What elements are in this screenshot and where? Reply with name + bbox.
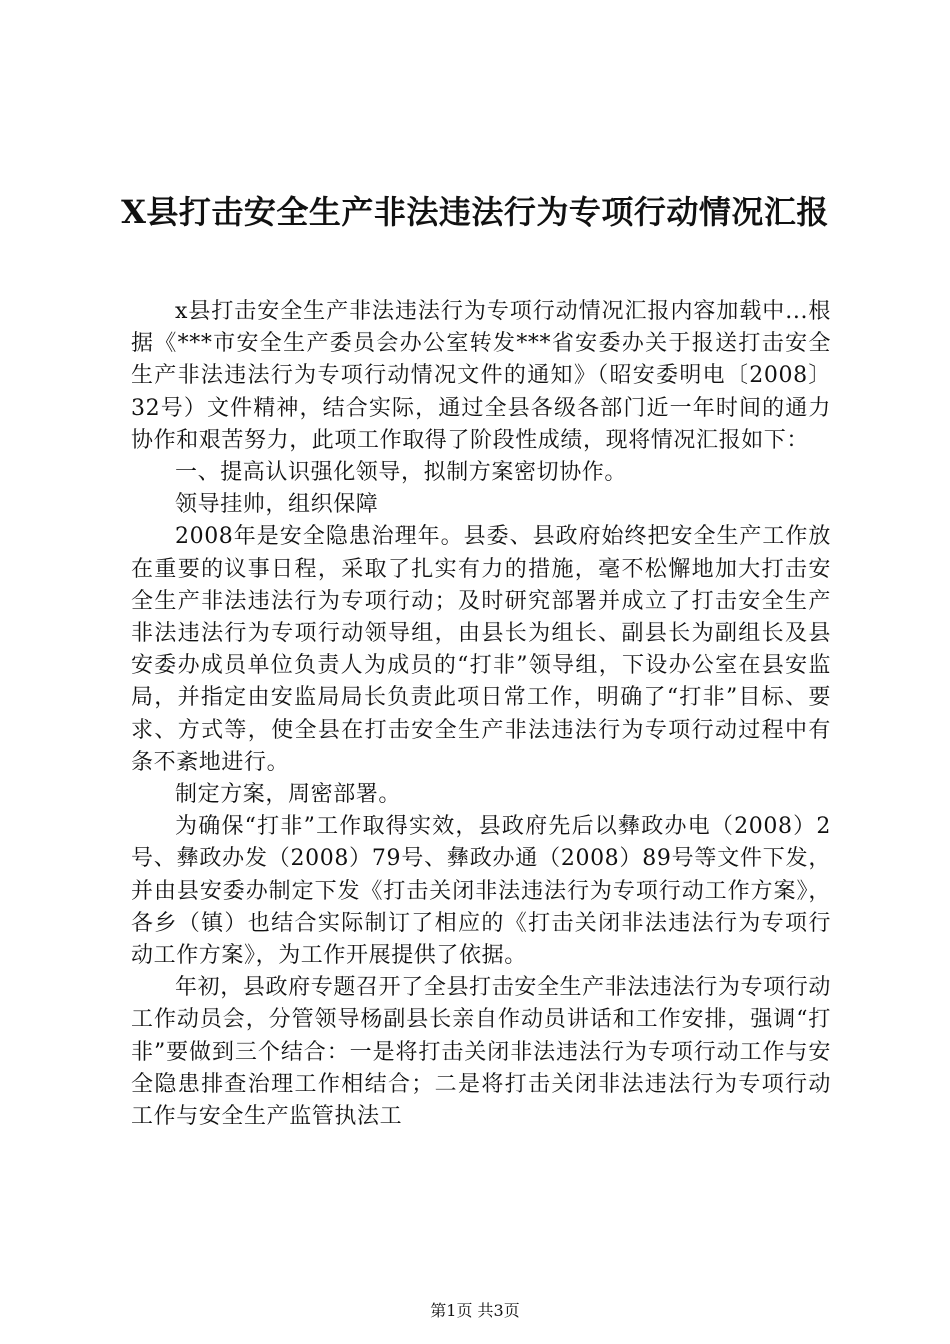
document-title: X县打击安全生产非法违法行为专项行动情况汇报: [121, 193, 829, 231]
paragraph-subheading-plan: 制定方案，周密部署。: [175, 782, 402, 808]
page-number-footer: 第1页 共3页: [430, 1301, 520, 1320]
paragraph-intro: x县打击安全生产非法违法行为专项行动情况汇报内容加载中...根据《***市安全生产委员会办公室转发***省安委办关于报送打击安全生产非法违法行为专项行动情况文件的通知》（昭安委明电〔2008〕32号）文件精神，结合实际，通过全县各级各部门近一年时间的通力协作和艰苦努力，此项工作取得了阶段性成绩，现将情况汇报如下：: [131, 299, 831, 453]
paragraph-plan: 为确保“打非”工作取得实效，县政府先后以彝政办电（2008）2号、彝政办发（2008）79号、彝政办通（2008）89号等文件下发，并由县安委办制定下发《打击关闭非法违法行为专项行动工作方案》，各乡（镇）也结合实际制订了相应的《打击关闭非法违法行为专项行动工作方案》，为工作开展提供了依据。: [131, 814, 831, 969]
paragraph-leadership: 2008年是安全隐患治理年。县委、县政府始终把安全生产工作放在重要的议事日程，采取了扎实有力的措施，毫不松懈地加大打击安全生产非法违法行为专项行动；及时研究部署并成立了打击安全生产非法违法行为专项行动领导组，由县长为组长、副县长为副组长及县安委办成员单位负责人为成员的“打非”领导组，下设办公室在县安监局，并指定由安监局局长负责此项日常工作，明确了“打非”目标、要求、方式等，使全县在打击安全生产非法违法行为专项行动过程中有条不紊地进行。: [131, 524, 831, 775]
paragraph-section-heading: 一、提高认识强化领导，拟制方案密切协作。: [175, 460, 628, 486]
paragraph-meeting: 年初，县政府专题召开了全县打击安全生产非法违法行为专项行动工作动员会，分管领导杨副县长亲自作动员讲话和工作安排，强调“打非”要做到三个结合：一是将打击关闭非法违法行为专项行动工作与安全隐患排查治理工作相结合；二是将打击关闭非法违法行为专项行动工作与安全生产监管执法工: [131, 975, 831, 1130]
document-body: [131, 296, 831, 1133]
paragraph-subheading-leadership: 领导挂帅，组织保障: [175, 492, 379, 518]
